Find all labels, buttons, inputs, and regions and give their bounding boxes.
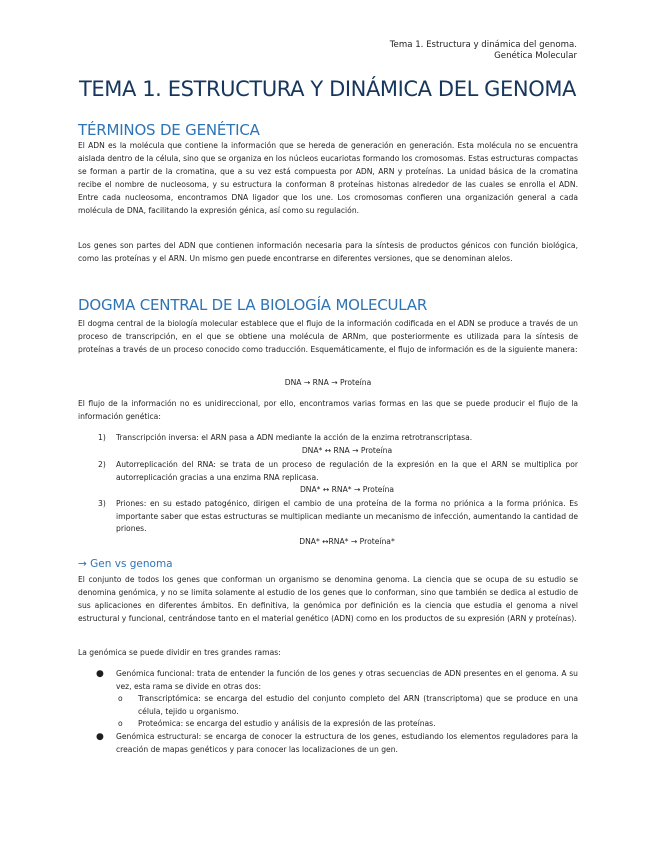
list-number: 3): [98, 499, 106, 508]
list-item-text: Transcripción inversa: el ARN pasa a ADN mediante la acción de la enzima retrotranscriptasa.: [116, 433, 473, 442]
section-heading-terminos: TÉRMINOS DE GENÉTICA: [78, 121, 260, 139]
paragraph-genoma: El conjunto de todos los genes que conforman un organismo se denomina genoma. La ciencia que se ocupa de su estudio se denomina genómica, y no se limita solamente al estudio de los genes que lo conforman, sino que también se dedica al estudio de sus aplicaciones en diferentes ámbitos. En definitiva, la genómica por definición es la ciencia que estudia el genoma a nivel estructural y funcional, centrándose tanto en el material genético (ADN) como en los productos de su expresión (ARN y proteínas).: [78, 575, 578, 623]
paragraph-dogma: El dogma central de la biología molecular establece que el flujo de la información codificada en el ADN se produce a través de un proceso de transcripción, en el que se obtiene una molécula de ARNm, que posteriormente es utilizada para la síntesis de proteínas a través de un proceso conocido como traducción. Esquemáticamente, el flujo de información es de la siguiente manera:: [78, 319, 578, 354]
header-line-1: Tema 1. Estructura y dinámica del genoma.: [389, 40, 577, 50]
paragraph-genes: Los genes son partes del ADN que contienen información necesaria para la síntesis de productos génicos con función biológica, como las proteínas y el ARN. Un mismo gen puede encontrarse en diferentes versiones, que se denominan alelos.: [78, 241, 578, 263]
paragraph-ramas: La genómica se puede dividir en tres grandes ramas:: [78, 648, 281, 657]
list-item-formula: DNA* ↔ RNA → Proteína: [301, 445, 393, 455]
list-item-text: Priones: en su estado patogénico, dirigen el cambio de una proteína de la forma no priónica a la forma priónica. Es importante saber que estas estructuras se multiplican mediante un mecanismo de infección, aumentando la cantidad de priones.: [116, 499, 578, 533]
bullet-genomica-estructural: [78, 731, 578, 756]
list-item-autorreplicacion: [78, 459, 578, 497]
bullet-icon: ●: [96, 732, 104, 742]
list-number: 2): [98, 460, 106, 469]
list-item-text: Autorreplicación del RNA: se trata de un proceso de regulación de la expresión en la que el ARN se multiplica por autorreplicación gracias a una enzima RNA replicasa.: [116, 460, 578, 482]
bullet-text: Genómica funcional: trata de entender la función de los genes y otras secuencias de ADN presentes en el genoma. A su vez, esta rama se divide en otras dos:: [116, 669, 578, 691]
bullet-genomica-funcional: [78, 668, 578, 731]
subbullet-text: Transcriptómica: se encarga del estudio del conjunto completo del ARN (transcriptoma) que se produce en una célula, tejido u organismo.: [138, 694, 578, 716]
formula-dogma: DNA → RNA → Proteína: [284, 378, 372, 387]
bullet-text: Genómica estructural: se encarga de conocer la estructura de los genes, estudiando los elementos reguladores para la creación de mapas genéticos y para conocer las localizaciones de un gen.: [116, 732, 578, 754]
subsection-heading-gen-vs-genoma: → Gen vs genoma: [78, 558, 173, 570]
list-item-formula: DNA* ↔ RNA* → Proteína: [299, 485, 395, 494]
list-number: 1): [98, 433, 106, 442]
circle-bullet-icon: o: [118, 694, 123, 703]
list-item-formula: DNA* ↔RNA* → Proteína*: [299, 536, 395, 546]
subbullet-transcriptomica: [118, 693, 578, 718]
document-title: TEMA 1. ESTRUCTURA Y DINÁMICA DEL GENOMA: [78, 77, 577, 101]
list-item-transcripcion-inversa: [78, 432, 578, 457]
list-item-priones: [78, 498, 578, 548]
circle-bullet-icon: o: [118, 719, 123, 728]
subbullet-text: Proteómica: se encarga del estudio y análisis de la expresión de las proteínas.: [138, 719, 436, 728]
paragraph-flujo: El flujo de la información no es unidireccional, por ello, encontramos varias formas en las que se puede producir el flujo de la información genética:: [78, 399, 578, 421]
paragraph-adn: El ADN es la molécula que contiene la información que se hereda de generación en generación. Esta molécula no se encuentra aislada dentro de la célula, sino que se organiza en los núcleos eucariotas formando los cromosomas. Estas estructuras compactas se forman a partir de la cromatina, que a su vez está compuesta por ADN, ARN y proteínas. La unidad básica de la cromatina recibe el nombre de nucleosoma, y su estructura la conforman 8 proteínas histonas alrededor de las cuales se enrolla el ADN. Entre cada nucleosoma, encontramos DNA ligador que los une. Los cromosomas confieren una organización general a cada molécula de DNA, facilitando la expresión génica, así como su regulación.: [78, 141, 579, 215]
subbullet-proteomica: [118, 718, 578, 731]
section-heading-dogma: DOGMA CENTRAL DE LA BIOLOGÍA MOLECULAR: [78, 296, 428, 314]
bullet-icon: ●: [96, 669, 104, 679]
running-header: [390, 40, 577, 62]
header-line-2: Genética Molecular: [494, 51, 577, 61]
